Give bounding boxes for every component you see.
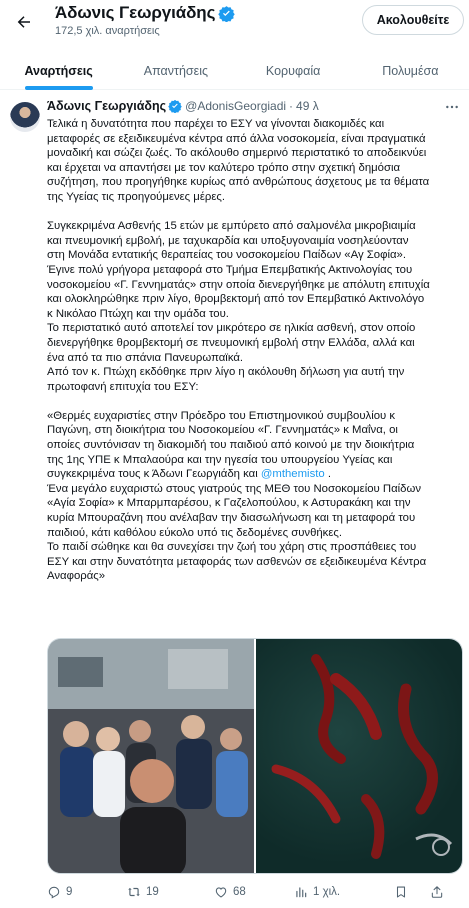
text-line: Ένα μεγάλο ευχαριστώ στους γιατρούς της ΜΕΘ του Νοσοκομείου Παίδων bbox=[47, 482, 422, 495]
verified-badge-icon bbox=[168, 99, 182, 113]
repost-count: 19 bbox=[146, 886, 159, 898]
post-count: 172,5 χιλ. αναρτήσεις bbox=[55, 25, 160, 37]
like-count: 68 bbox=[233, 886, 246, 898]
text-line: ένα από τα πιο σπάνια Πανευρωπαϊκά. bbox=[47, 351, 244, 364]
text-line: της 1ης ΥΠΕ κ Μπαλαούρα και την ηγεσία του υπουργείου Υγείας και bbox=[47, 453, 393, 466]
text-line: «Αγία Σοφία» κ Μπαρμπαρέσου, κ Γαζελοπούλου, κ Αστυρακάκη και την bbox=[47, 497, 411, 510]
reply-button[interactable] bbox=[47, 885, 127, 899]
text-line bbox=[47, 467, 465, 482]
tweet-text bbox=[47, 117, 465, 584]
text-line: Τελικά η δυνατότητα που παρέχει το ΕΣΥ να γίνονται διακομιδές και bbox=[47, 118, 385, 130]
tab-replies[interactable]: Απαντήσεις bbox=[143, 63, 208, 78]
avatar[interactable] bbox=[10, 102, 40, 132]
text-line: Το παιδί σώθηκε και θα συνεχίσει την ζωή του χάρη στις προσπάθειες του bbox=[47, 541, 417, 554]
tweet-separator: · bbox=[289, 99, 294, 113]
profile-name: Άδωνις Γεωργιάδης bbox=[55, 3, 216, 22]
bookmark-button[interactable] bbox=[394, 885, 430, 899]
following-button[interactable]: Ακολουθείτε bbox=[362, 5, 464, 35]
text-line: της Υγείας τις προηγούμενες μέρες. bbox=[47, 190, 226, 203]
text-line: κυρία Μπουραζάνη που ανέλαβαν την διασωλήνωση και τη μεταφορά του bbox=[47, 512, 416, 525]
paragraph-gap bbox=[47, 394, 465, 409]
text-line: συζήτηση, που προηγήθηκε κυρίως από ανθρώπους άσχετους με τα θέματα bbox=[47, 176, 430, 189]
text-line: «Θερμές ευχαριστίες στην Πρόεδρο του Επιστημονικού συμβουλίου κ bbox=[47, 409, 396, 422]
verified-badge-icon bbox=[218, 5, 235, 22]
text-line: διενεργήθηκε θρομβεκτομή σε πνευμονική εμβολή στην Ελλάδα, αλλά και bbox=[47, 336, 415, 349]
profile-tabs bbox=[0, 52, 469, 90]
tab-media[interactable]: Πολυμέσα bbox=[382, 63, 439, 78]
share-button[interactable] bbox=[430, 885, 460, 899]
text-line: και έρχεται να απαντήσει με τον καλύτερο τρόπο στην σχετική δημόσια bbox=[47, 161, 401, 174]
tweet-time[interactable]: 49 λ bbox=[296, 99, 319, 113]
text-line: πρωτοφανή επιτυχία του ΕΣΥ: bbox=[47, 380, 199, 393]
profile-header bbox=[0, 0, 469, 44]
thrombus-photo[interactable] bbox=[256, 639, 462, 873]
tweet-header bbox=[47, 99, 319, 113]
text-line: Το περιστατικό αυτό αποτελεί τον μικρότερο σε ηλικία ασθενή, στον οποίο bbox=[47, 322, 416, 335]
text-line: και ολοκληρώθηκε πριν λίγο, θρομβεκτομή από τον Επεμβατικό Ακτινολόγο bbox=[47, 293, 425, 306]
text-line: παιδιού, κάτι καθόλου εύκολο υπό τις δεδομένες συνθήκες. bbox=[47, 526, 343, 539]
tweet-author-name[interactable]: Άδωνις Γεωργιάδης bbox=[47, 99, 167, 113]
text-line: οποίες συντόνισαν τη διακομιδή του παιδιού από κοινού με την διοικήτρια bbox=[47, 439, 415, 452]
text-line: στη Μονάδα εντατικής θεραπείας του νοσοκομείου Παίδων «Αγ Σοφία». bbox=[47, 249, 406, 262]
text-line: κ Νικόλαο Πτώχη και την ομάδα του. bbox=[47, 307, 229, 320]
heart-icon bbox=[214, 885, 228, 899]
back-button[interactable] bbox=[8, 6, 40, 38]
text-line: νοσοκομείου «Γ. Γεννηματάς» στην οποία διενεργήθηκε με απόλυτη επιτυχία bbox=[47, 278, 430, 291]
share-icon bbox=[430, 885, 444, 899]
text-segment: . bbox=[324, 468, 332, 481]
team-selfie-photo[interactable] bbox=[48, 639, 254, 873]
like-button[interactable] bbox=[214, 885, 294, 899]
profile-name-row bbox=[55, 3, 235, 23]
text-line: Έγινε πολύ γρήγορα μεταφορά στο Τμήμα Επεμβατικής Ακτινολογίας του bbox=[47, 263, 413, 276]
text-line: Συγκεκριμένα Ασθενής 15 ετών με εμπύρετο από σαλμονέλα μικροβιαιμία bbox=[47, 220, 416, 233]
photo-illustration bbox=[256, 639, 462, 873]
views-bar-chart-icon bbox=[294, 885, 308, 899]
paragraph-gap bbox=[47, 205, 465, 220]
text-line: Από τον κ. Πτώχη εκδόθηκε πριν λίγο η ακόλουθη δήλωση για αυτή την bbox=[47, 366, 405, 379]
text-line: Παγώνη, στη διοικήτρια του Νοσοκομείου «Γ. Γεννηματάς» κ Μαΐνα, οι bbox=[47, 424, 398, 437]
back-arrow-icon bbox=[15, 13, 33, 31]
tweet-actions bbox=[47, 882, 465, 902]
text-line: Αναφοράς» bbox=[47, 570, 106, 583]
tweet-media bbox=[47, 638, 463, 874]
repost-icon bbox=[127, 885, 141, 899]
photo-illustration bbox=[48, 639, 254, 873]
reply-count: 9 bbox=[66, 886, 73, 898]
views-button[interactable] bbox=[294, 885, 394, 899]
more-dots-icon bbox=[444, 99, 460, 115]
text-line: και πνευμονική εμβολή, με ταχυκαρδία και υποξυγοναιμία νοσηλεύονταν bbox=[47, 234, 409, 247]
mention-link[interactable]: @mthemisto bbox=[260, 468, 325, 481]
bookmark-icon bbox=[394, 885, 408, 899]
reply-icon bbox=[47, 885, 61, 899]
repost-button[interactable] bbox=[127, 885, 214, 899]
tab-highlights[interactable]: Κορυφαία bbox=[265, 63, 321, 78]
tab-posts[interactable]: Αναρτήσεις bbox=[0, 52, 117, 89]
more-options-button[interactable] bbox=[440, 98, 464, 116]
text-line: μεταφορές σε εξειδικευμένα κέντρα από άλλα νοσοκομεία, είναι πραγματικά bbox=[47, 132, 426, 145]
text-line: μοναδική και σώζει ζωές. Το ακόλουθο σημερινό περιστατικό το αποδεικνύει bbox=[47, 147, 427, 160]
text-line: ΕΣΥ και στην δυνατότητα μεταφοράς των ασθενών σε εξειδικευμένα Κέντρα bbox=[47, 555, 427, 568]
tweet-handle[interactable]: @AdonisGeorgiadi bbox=[185, 99, 287, 113]
text-segment: συγκεκριμένα τους κ Άδωνι Γεωργιάδη και bbox=[47, 468, 261, 481]
views-count: 1 χιλ. bbox=[313, 886, 341, 898]
